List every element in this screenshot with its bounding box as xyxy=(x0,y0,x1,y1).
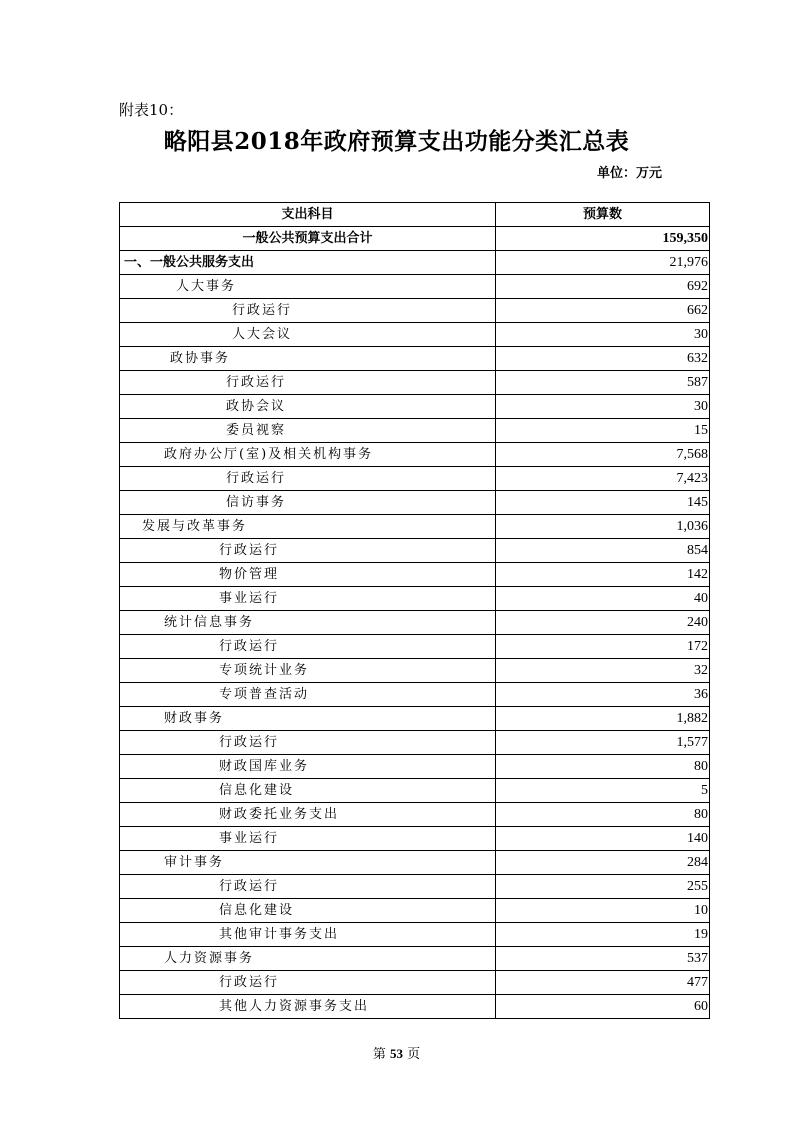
table-row xyxy=(120,755,710,779)
page-number xyxy=(0,1043,793,1062)
page-number-value: 53 xyxy=(390,1046,403,1061)
row-amount: 662 xyxy=(496,299,710,323)
row-amount: 32 xyxy=(496,659,710,683)
table-row xyxy=(120,395,710,419)
row-amount: 1,577 xyxy=(496,731,710,755)
row-amount: 30 xyxy=(496,395,710,419)
table-row xyxy=(120,323,710,347)
total-amount: 159,350 xyxy=(496,227,710,251)
table-row xyxy=(120,275,710,299)
page-suffix: 页 xyxy=(407,1047,421,1062)
row-amount: 142 xyxy=(496,563,710,587)
table-row xyxy=(120,611,710,635)
table-row xyxy=(120,563,710,587)
row-subject: 信访事务 xyxy=(120,491,496,515)
row-amount: 632 xyxy=(496,347,710,371)
row-amount: 140 xyxy=(496,827,710,851)
table-row xyxy=(120,299,710,323)
row-amount: 692 xyxy=(496,275,710,299)
table-body xyxy=(120,227,710,1019)
row-amount: 21,976 xyxy=(496,251,710,275)
row-subject: 其他人力资源事务支出 xyxy=(120,995,496,1019)
table-row xyxy=(120,419,710,443)
row-subject: 信息化建设 xyxy=(120,899,496,923)
row-subject: 行政运行 xyxy=(120,371,496,395)
table-row xyxy=(120,587,710,611)
table-row xyxy=(120,515,710,539)
row-subject: 事业运行 xyxy=(120,587,496,611)
table-row xyxy=(120,467,710,491)
row-subject: 行政运行 xyxy=(120,971,496,995)
document-title: 略阳县2018年政府预算支出功能分类汇总表 xyxy=(163,128,630,155)
annex-label: 附表10： xyxy=(119,101,184,119)
table-row xyxy=(120,971,710,995)
row-subject: 行政运行 xyxy=(120,635,496,659)
row-amount: 7,423 xyxy=(496,467,710,491)
row-subject: 人大会议 xyxy=(120,323,496,347)
row-amount: 19 xyxy=(496,923,710,947)
table-row xyxy=(120,707,710,731)
row-amount: 60 xyxy=(496,995,710,1019)
row-subject: 事业运行 xyxy=(120,827,496,851)
row-subject: 财政国库业务 xyxy=(120,755,496,779)
table-row xyxy=(120,827,710,851)
table-row xyxy=(120,683,710,707)
row-subject: 人力资源事务 xyxy=(120,947,496,971)
row-amount: 36 xyxy=(496,683,710,707)
row-amount: 255 xyxy=(496,875,710,899)
row-amount: 15 xyxy=(496,419,710,443)
table-row xyxy=(120,371,710,395)
table-row xyxy=(120,731,710,755)
table-row xyxy=(120,947,710,971)
row-amount: 1,882 xyxy=(496,707,710,731)
table-row xyxy=(120,659,710,683)
row-amount: 30 xyxy=(496,323,710,347)
row-amount: 854 xyxy=(496,539,710,563)
row-subject: 专项普查活动 xyxy=(120,683,496,707)
budget-table-container xyxy=(119,202,709,1019)
row-subject: 政协会议 xyxy=(120,395,496,419)
row-amount: 145 xyxy=(496,491,710,515)
table-row xyxy=(120,347,710,371)
row-subject: 委员视察 xyxy=(120,419,496,443)
row-amount: 240 xyxy=(496,611,710,635)
row-subject: 政协事务 xyxy=(120,347,496,371)
table-header-row xyxy=(120,203,710,227)
row-amount: 587 xyxy=(496,371,710,395)
table-row xyxy=(120,635,710,659)
table-row xyxy=(120,491,710,515)
row-subject: 行政运行 xyxy=(120,731,496,755)
row-amount: 172 xyxy=(496,635,710,659)
table-row xyxy=(120,443,710,467)
row-amount: 5 xyxy=(496,779,710,803)
row-amount: 477 xyxy=(496,971,710,995)
row-amount: 80 xyxy=(496,803,710,827)
total-row xyxy=(120,227,710,251)
row-amount: 7,568 xyxy=(496,443,710,467)
table-row xyxy=(120,803,710,827)
row-subject: 一、一般公共服务支出 xyxy=(120,251,496,275)
row-amount: 284 xyxy=(496,851,710,875)
row-subject: 财政委托业务支出 xyxy=(120,803,496,827)
row-subject: 审计事务 xyxy=(120,851,496,875)
row-subject: 行政运行 xyxy=(120,467,496,491)
row-subject: 行政运行 xyxy=(120,299,496,323)
table-row xyxy=(120,899,710,923)
table-row xyxy=(120,779,710,803)
row-subject: 行政运行 xyxy=(120,875,496,899)
row-amount: 40 xyxy=(496,587,710,611)
row-subject: 人大事务 xyxy=(120,275,496,299)
row-subject: 发展与改革事务 xyxy=(120,515,496,539)
total-label: 一般公共预算支出合计 xyxy=(120,227,496,251)
row-subject: 专项统计业务 xyxy=(120,659,496,683)
table-row xyxy=(120,875,710,899)
table-row xyxy=(120,995,710,1019)
column-header-subject: 支出科目 xyxy=(120,203,496,227)
row-amount: 10 xyxy=(496,899,710,923)
row-subject: 信息化建设 xyxy=(120,779,496,803)
row-subject: 统计信息事务 xyxy=(120,611,496,635)
unit-label: 单位：万元 xyxy=(597,166,663,181)
table-row xyxy=(120,251,710,275)
row-amount: 80 xyxy=(496,755,710,779)
table-row xyxy=(120,539,710,563)
row-amount: 1,036 xyxy=(496,515,710,539)
budget-table xyxy=(119,202,710,1019)
table-row xyxy=(120,923,710,947)
row-amount: 537 xyxy=(496,947,710,971)
column-header-amount: 预算数 xyxy=(496,203,710,227)
row-subject: 物价管理 xyxy=(120,563,496,587)
row-subject: 政府办公厅(室)及相关机构事务 xyxy=(120,443,496,467)
page-prefix: 第 xyxy=(372,1047,386,1062)
row-subject: 财政事务 xyxy=(120,707,496,731)
row-subject: 其他审计事务支出 xyxy=(120,923,496,947)
row-subject: 行政运行 xyxy=(120,539,496,563)
table-row xyxy=(120,851,710,875)
